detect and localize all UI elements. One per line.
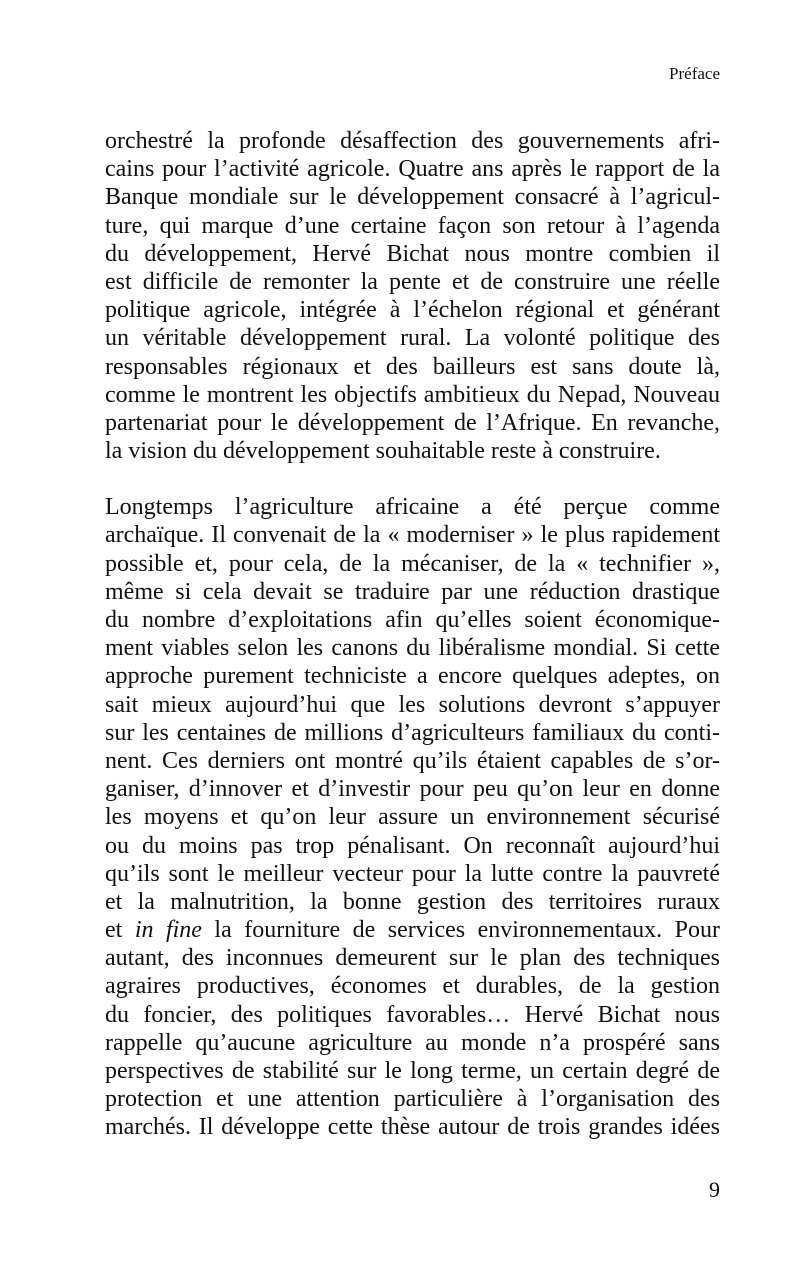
text-line-with-italic — [105, 916, 720, 944]
paragraph — [105, 493, 720, 1141]
text-line: marchés. Il développe cette thèse autour de trois grandes idées — [105, 1114, 720, 1141]
text-line: qu’ils sont le meilleur vecteur pour la lutte contre la pauvreté — [105, 860, 720, 887]
text-line: Banque mondiale sur le développement consacré à l’agricul- — [105, 184, 720, 211]
text-line: les moyens et qu’on leur assure un environnement sécurisé — [105, 804, 720, 831]
text-line: du développement, Hervé Bichat nous montre combien il — [105, 240, 720, 267]
text-line: protection et une attention particulière à l’organisation des — [105, 1086, 720, 1113]
text-line: responsables régionaux et des bailleurs est sans doute là, — [105, 353, 720, 380]
text-line: ment viables selon les canons du libéralisme mondial. Si cette — [105, 635, 720, 662]
text-line: un véritable développement rural. La volonté politique des — [105, 325, 720, 352]
text-line: Longtemps l’agriculture africaine a été perçue comme — [105, 494, 720, 521]
text-line: la vision du développement souhaitable reste à construire. — [105, 438, 661, 465]
text-line: du nombre d’exploitations afin qu’elles soient économique- — [105, 607, 720, 633]
text-line: archaïque. Il convenait de la « moderniser » le plus rapidement — [105, 522, 720, 549]
text-line: sait mieux aujourd’hui que les solutions devront s’appuyer — [105, 691, 720, 718]
text-line: partenariat pour le développement de l’Afrique. En revanche, — [105, 409, 720, 436]
text-line: et la malnutrition, la bonne gestion des territoires ruraux — [105, 888, 720, 915]
text-line: du foncier, des politiques favorables… Hervé Bichat nous — [105, 1001, 720, 1028]
text-line: perspectives de stabilité sur le long terme, un certain degré de — [105, 1058, 720, 1084]
text-line: possible et, pour cela, de la mécaniser, de la « technifier », — [105, 550, 720, 577]
running-head: Préface — [669, 64, 720, 83]
paragraph-gap — [105, 465, 720, 493]
text-line: autant, des inconnues demeurent sur le plan des techniques — [105, 945, 720, 972]
text-line: cains pour l’activité agricole. Quatre ans après le rapport de la — [105, 156, 720, 183]
text-line: comme le montrent les objectifs ambitieux du Nepad, Nouveau — [105, 381, 720, 408]
text-line: nent. Ces derniers ont montré qu’ils étaient capables de s’or- — [105, 747, 720, 774]
text-line: politique agricole, intégrée à l’échelon régional et générant — [105, 297, 720, 324]
text-line: est difficile de remonter la pente et de construire une réelle — [105, 268, 720, 295]
text-fragment: la fourniture de services environnementaux. Pour — [201, 917, 721, 944]
paragraph — [105, 127, 720, 465]
text-line: ganiser, d’innover et d’investir pour peu qu’on leur en donne — [105, 776, 720, 803]
text-line: agraires productives, économes et durables, de la gestion — [105, 973, 720, 1000]
page-number: 9 — [709, 1177, 720, 1202]
text-line: orchestré la profonde désaffection des gouvernements afri- — [105, 128, 720, 154]
text-line: sur les centaines de millions d’agriculteurs familiaux du conti- — [105, 719, 720, 746]
text-line: rappelle qu’aucune agriculture au monde n’a prospéré sans — [105, 1029, 720, 1056]
text-line: ture, qui marque d’une certaine façon son retour à l’agenda — [105, 212, 720, 239]
italic-phrase: in fine — [134, 917, 202, 944]
body-text — [105, 127, 720, 1142]
text-line: approche purement techniciste a encore quelques adeptes, on — [105, 663, 720, 690]
text-line: même si cela devait se traduire par une réduction drastique — [105, 578, 720, 605]
text-fragment: et — [105, 917, 135, 944]
text-line: ou du moins pas trop pénalisant. On reconnaît aujourd’hui — [105, 832, 720, 859]
